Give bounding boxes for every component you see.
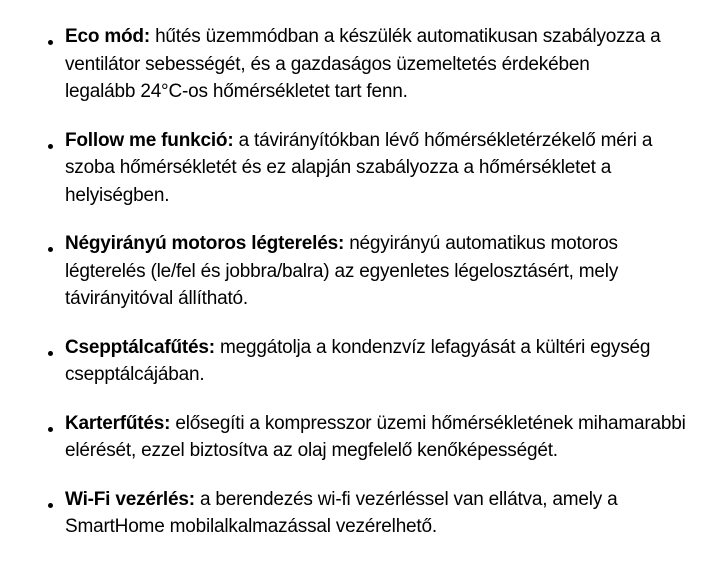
list-item bbox=[48, 334, 702, 389]
feature-label: Eco mód: bbox=[65, 26, 150, 47]
bullet-icon bbox=[48, 351, 53, 356]
bullet-icon bbox=[48, 144, 53, 149]
feature-text-line: a távirányítókban lévő hőmérsékletérzékelő méri a bbox=[238, 129, 653, 151]
feature-text-line: távirányitóval állítható. bbox=[65, 288, 248, 309]
feature-text-line: meggátolja a kondenzvíz lefagyását a kültéri egység bbox=[220, 336, 651, 358]
list-item bbox=[48, 23, 702, 106]
feature-label: Karterfűtés: bbox=[65, 412, 171, 434]
feature-label: Négyirányú motoros légterelés: bbox=[65, 233, 345, 254]
feature-label: Wi-Fi vezérlés: bbox=[65, 488, 195, 510]
feature-text-line: elősegíti a kompresszor üzemi hőmérsékletének mihamarabbi bbox=[175, 412, 686, 434]
feature-text-line: csepptálcájában. bbox=[65, 364, 205, 385]
bullet-icon bbox=[48, 247, 53, 252]
bullet-icon bbox=[48, 40, 53, 45]
list-item bbox=[48, 230, 702, 313]
feature-text-line: SmartHome mobilalkalmazással vezérelhető. bbox=[65, 516, 437, 537]
feature-text-line: szoba hőmérsékletét és ez alapján szabályozza a hőmérsékletet a bbox=[65, 157, 612, 178]
list-item bbox=[48, 410, 702, 465]
bullet-icon bbox=[48, 503, 53, 508]
feature-text-line: elérését, ezzel biztosítva az olaj megfelelő kenőképességét. bbox=[65, 440, 558, 461]
list-item bbox=[48, 486, 702, 541]
feature-text-line: ventilátor sebességét, és a gazdaságos üzemeltetés érdekében bbox=[65, 53, 590, 75]
feature-text-line: hűtés üzemmódban a készülék automatikusan szabályozza a bbox=[155, 26, 661, 47]
feature-label: Csepptálcafűtés: bbox=[65, 336, 215, 358]
list-item bbox=[48, 127, 702, 210]
feature-text-line: a berendezés wi-fi vezérléssel van ellátva, amely a bbox=[199, 488, 618, 510]
feature-list bbox=[48, 23, 702, 541]
bullet-icon bbox=[48, 427, 53, 432]
feature-text-line: légterelés (le/fel és jobbra/balra) az egyenletes légelosztásért, mely bbox=[65, 260, 619, 282]
feature-label: Follow me funkció: bbox=[65, 129, 234, 151]
feature-text-line: négyirányú automatikus motoros bbox=[349, 233, 618, 254]
feature-text-line: legalább 24°C-os hőmérsékletet tart fenn. bbox=[65, 81, 408, 102]
feature-text-line: helyiségben. bbox=[65, 184, 170, 206]
